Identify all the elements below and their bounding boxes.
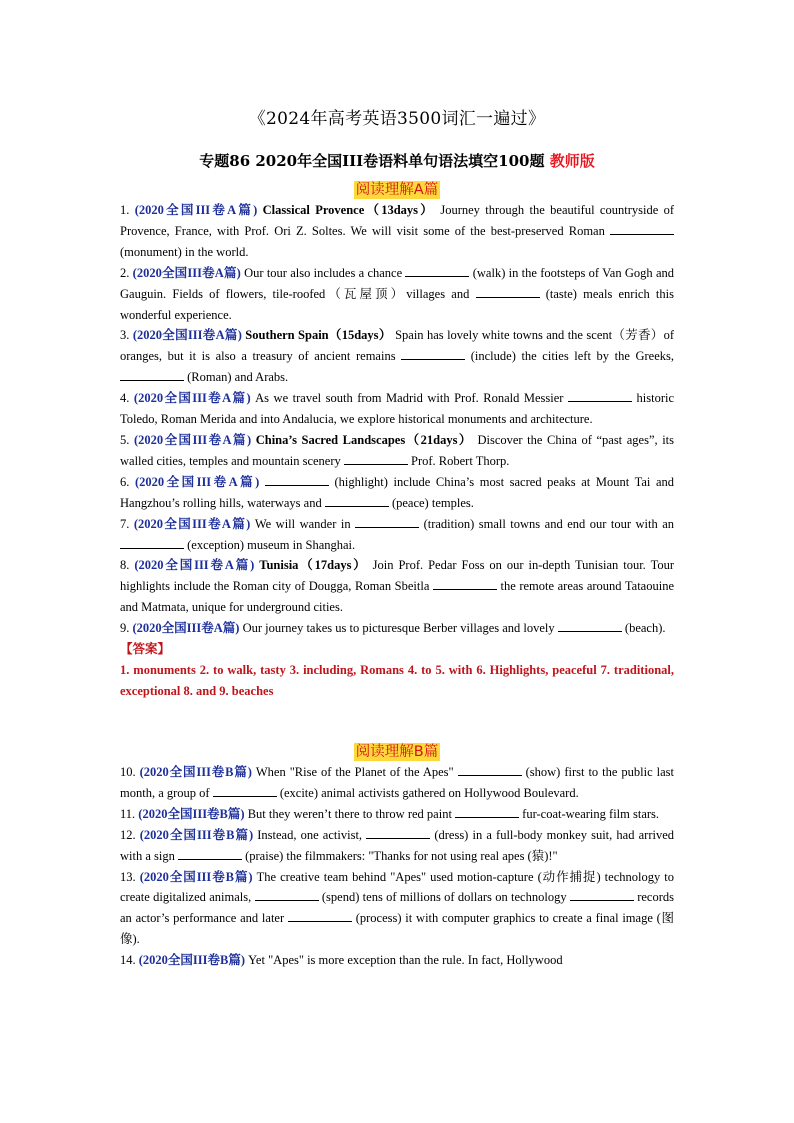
- answer-label-text: 【答案】: [120, 641, 171, 657]
- answer-blank[interactable]: [558, 619, 622, 632]
- answer-blank[interactable]: [610, 222, 674, 235]
- section-a-heading-text: 阅读理解A篇: [355, 182, 439, 198]
- question-8: 8. (2020全国III卷A篇) Tunisia（17days） Join Prof. Pedar Foss on our in-depth Tunisian tour. Tour highlights include the Roman city of Dougga, Roman Sbeitla the remote areas around Tataouine and Matmata, unique for underground cities.: [120, 558, 674, 615]
- question-14: 14. (2020全国III卷B篇) Yet "Apes" is more exception than the rule. In fact, Hollywood: [120, 953, 563, 968]
- answer-blank[interactable]: [476, 285, 540, 298]
- question-12: 12. (2020全国III卷B篇) Instead, one activist, (dress) in a full-body monkey suit, had arrived with a sign (praise) the filmmakers: "Thanks for not using real apes (猿)!": [120, 827, 674, 863]
- answer-blank[interactable]: [120, 536, 184, 549]
- answer-blank[interactable]: [568, 389, 632, 402]
- answer-blank[interactable]: [255, 888, 319, 901]
- question-1: 1. (2020全国III卷A篇) Classical Provence（13days） Journey through the beautiful countryside of Provence, France, with Prof. Ori Z. Soltes. We will visit some of the best-preserved Roman (monument) in the world.: [120, 203, 675, 259]
- section-a-body: [120, 200, 674, 702]
- page-subtitle: [0, 150, 794, 171]
- answer-blank[interactable]: [325, 494, 389, 507]
- question-5: 5. (2020全国III卷A篇) China’s Sacred Landscapes（21days） Discover the China of “past ages”, its walled cities, temples and mountain scenery Prof. Robert Thorp.: [120, 432, 675, 468]
- question-10: 10. (2020全国III卷B篇) When "Rise of the Planet of the Apes" (show) first to the public last month, a group of (excite) animal activists gathered on Hollywood Boulevard.: [120, 765, 674, 800]
- answer-key: 1. monuments 2. to walk, tasty 3. including, Romans 4. to 5. with 6. Highlights, peaceful 7. traditional, exceptional 8. and 9. beaches: [120, 662, 674, 698]
- answer-blank[interactable]: [366, 826, 430, 839]
- section-b-heading: [0, 740, 794, 761]
- answer-blank[interactable]: [288, 909, 352, 922]
- question-4: 4. (2020全国III卷A篇) As we travel south from Madrid with Prof. Ronald Messier historic Toledo, Roman Merida and into Andalucia, we explore historical monuments and architecture.: [120, 391, 674, 427]
- question-7: 7. (2020全国III卷A篇) We will wander in (tradition) small towns and end our tour with an (exception) museum in Shanghai.: [120, 516, 675, 552]
- answer-blank[interactable]: [355, 515, 419, 528]
- section-a-heading: [0, 178, 794, 199]
- answer-blank[interactable]: [120, 368, 184, 381]
- question-2: 2. (2020全国III卷A篇) Our tour also includes a chance (walk) in the footsteps of Van Gogh and Gauguin. Fields of flowers, tile-roofed（瓦屋顶）villages and (taste) meals enrich this wonderful experience.: [120, 265, 674, 322]
- question-6: 6. (2020全国III卷A篇) (highlight) include China’s most sacred peaks at Mount Tai and Hangzhou’s rolling hills, waterways and (peace) temples.: [120, 474, 674, 510]
- question-9: 9. (2020全国III卷A篇) Our journey takes us to picturesque Berber villages and lovely (beach).: [120, 621, 666, 636]
- section-b-heading-text: 阅读理解B篇: [355, 744, 439, 760]
- section-b-body: [120, 762, 674, 971]
- answer-blank[interactable]: [433, 577, 497, 590]
- question-3: 3. (2020全国III卷A篇) Southern Spain（15days） Spain has lovely white towns and the scent（芳香）of oranges, but it is also a treasury of ancient remains (include) the cities left by the Greeks, (Roman) and Arabs.: [120, 328, 675, 385]
- answer-blank[interactable]: [455, 805, 519, 818]
- answer-blank[interactable]: [570, 888, 634, 901]
- subtitle-text: 专题86 2020年全国III卷语料单句语法填空100题: [199, 152, 550, 170]
- answer-blank[interactable]: [265, 473, 329, 486]
- answer-blank[interactable]: [405, 264, 469, 277]
- answer-blank[interactable]: [213, 784, 277, 797]
- answer-blank[interactable]: [458, 763, 522, 776]
- answer-blank[interactable]: [178, 847, 242, 860]
- answer-blank[interactable]: [344, 452, 408, 465]
- teacher-edition-tag: 教师版: [549, 152, 595, 170]
- question-13: 13. (2020全国III卷B篇) The creative team behind "Apes" used motion-capture (动作捕捉) technology to create digitalized animals, (spend) tens of millions of dollars on technology records an actor’s performance and later (process) it with computer graphics to create a final image (图像).: [120, 869, 675, 947]
- question-11: 11. (2020全国III卷B篇) But they weren’t there to throw red paint fur-coat-wearing film stars.: [120, 806, 660, 821]
- answer-label: [120, 639, 674, 660]
- page-title: 《2024年高考英语3500词汇一遍过》: [248, 109, 546, 129]
- answer-blank[interactable]: [401, 347, 465, 360]
